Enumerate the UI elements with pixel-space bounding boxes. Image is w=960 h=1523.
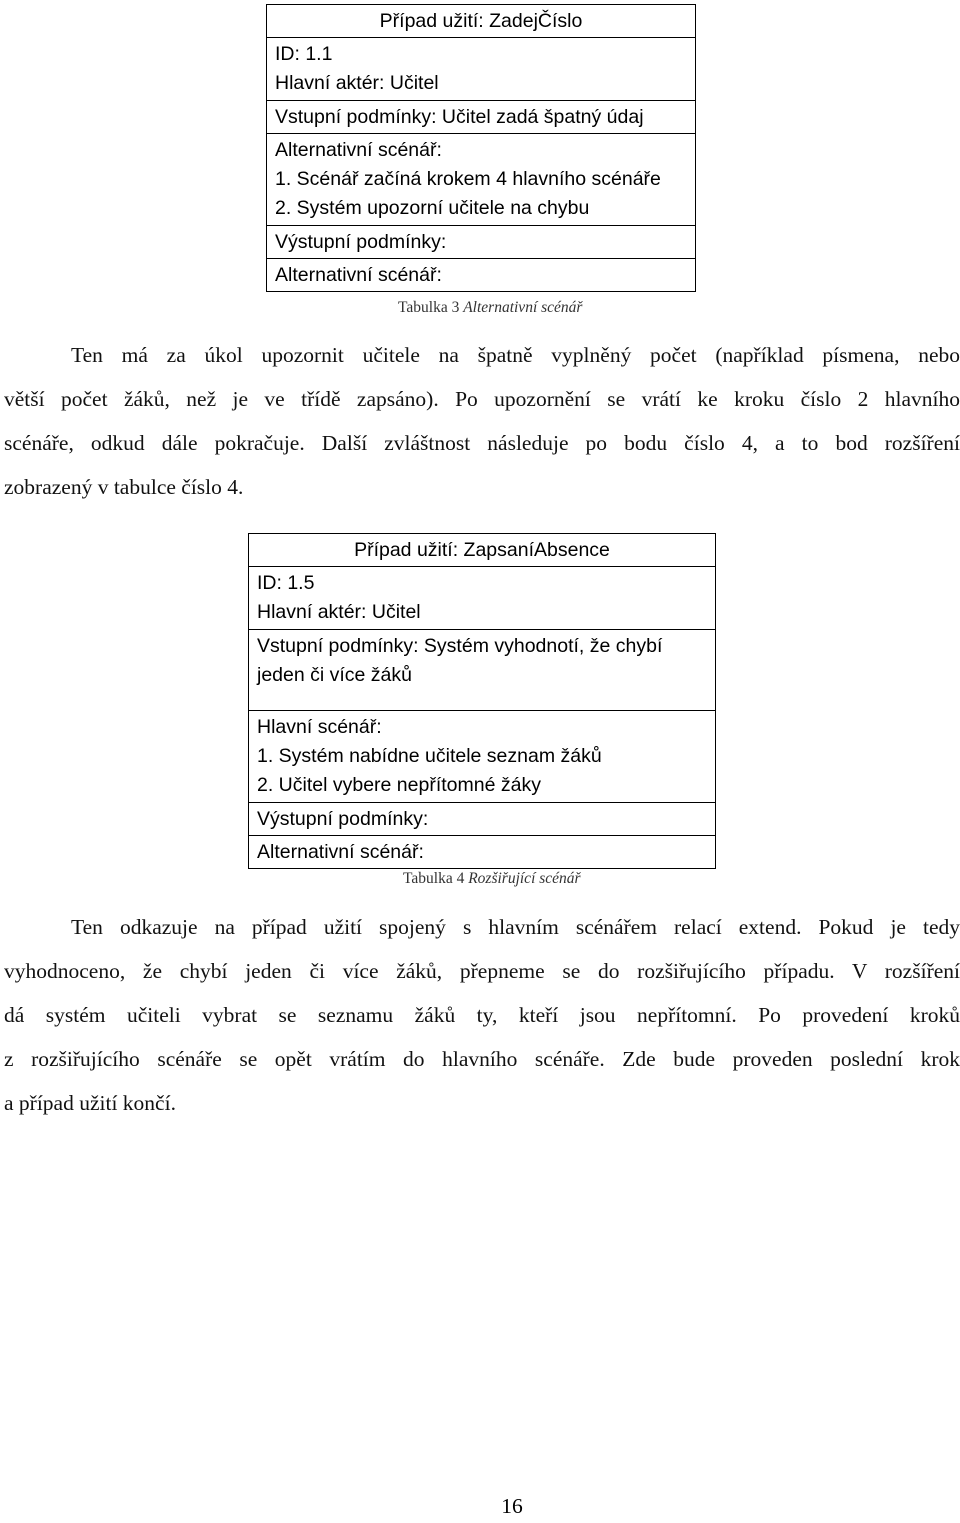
table-caption [398,299,582,317]
use-case-precondition: Vstupní podmínky: Učitel zadá špatný údaj [267,101,696,134]
use-case-id: ID: 1.1 [275,43,333,65]
use-case-title: Případ užití: ZapsaníAbsence [249,534,716,567]
use-case-table-zadej-cislo [266,4,696,292]
paragraph-line: větší počet žáků, než je ve třídě zapsáno). Po upozornění se vrátí ke kroku číslo 2 hlavního [4,387,960,411]
paragraph-line: dá systém učiteli vybrat se seznamu žáků ty, kteří jsou nepřítomní. Po provedení kroků [4,1003,960,1027]
use-case-actor: Hlavní aktér: Učitel [257,601,421,623]
table-caption [403,870,581,888]
caption-prefix: Tabulka 4 [403,870,469,887]
use-case-id-actor-precondition [267,38,696,101]
paragraph-line: vyhodnoceno, že chybí jeden či více žáků, přepneme se do rozšiřujícího případu. V rozšíření [4,959,960,983]
main-scenario-label: Hlavní scénář: [257,716,382,738]
alt-scenario-label: Alternativní scénář: [275,139,442,161]
use-case-title: Případ užití: ZadejČíslo [267,5,696,38]
caption-prefix: Tabulka 3 [398,299,464,316]
paragraph-line: Ten odkazuje na případ užití spojený s hlavním scénářem relací extend. Pokud je tedy [71,915,960,939]
caption-title: Alternativní scénář [463,299,583,316]
use-case-alt-scenario [267,134,696,226]
use-case-postcondition: Výstupní podmínky: [267,226,696,259]
body-paragraph [4,905,960,1125]
use-case-table-zapsani-absence [248,533,716,869]
use-case-main-scenario [249,711,716,803]
use-case-precondition [249,630,716,711]
use-case-actor: Hlavní aktér: Učitel [275,72,439,94]
caption-title: Rozšiřující scénář [468,870,581,887]
use-case-id: ID: 1.5 [257,572,315,594]
paragraph-line: scénáře, odkud dále pokračuje. Další zvláštnost následuje po bodu číslo 4, a to bod rozšíření [4,431,960,455]
use-case-postcondition: Výstupní podmínky: [249,803,716,836]
precondition-line: jeden či více žáků [257,664,413,686]
use-case-id-actor [249,567,716,630]
page-number: 16 [501,1494,523,1518]
use-case-alt-final: Alternativní scénář: [267,259,696,292]
paragraph-line: z rozšiřujícího scénáře se opět vrátím do hlavního scénáře. Zde bude proveden poslední krok [4,1047,960,1071]
precondition-line: Vstupní podmínky: Systém vyhodnotí, že chybí [257,635,663,657]
main-scenario-step: 1. Systém nabídne učitele seznam žáků [257,745,602,767]
paragraph-line: zobrazený v tabulce číslo 4. [4,475,244,499]
body-paragraph [4,333,960,509]
main-scenario-step: 2. Učitel vybere nepřítomné žáky [257,774,541,796]
alt-scenario-step: 1. Scénář začíná krokem 4 hlavního scénáře [275,168,661,190]
alt-scenario-step: 2. Systém upozorní učitele na chybu [275,197,590,219]
paragraph-line: Ten má za úkol upozornit učitele na špatně vyplněný počet (například písmena, nebo [71,343,960,367]
use-case-alt-final: Alternativní scénář: [249,836,716,869]
paragraph-line: a případ užití končí. [4,1091,176,1115]
